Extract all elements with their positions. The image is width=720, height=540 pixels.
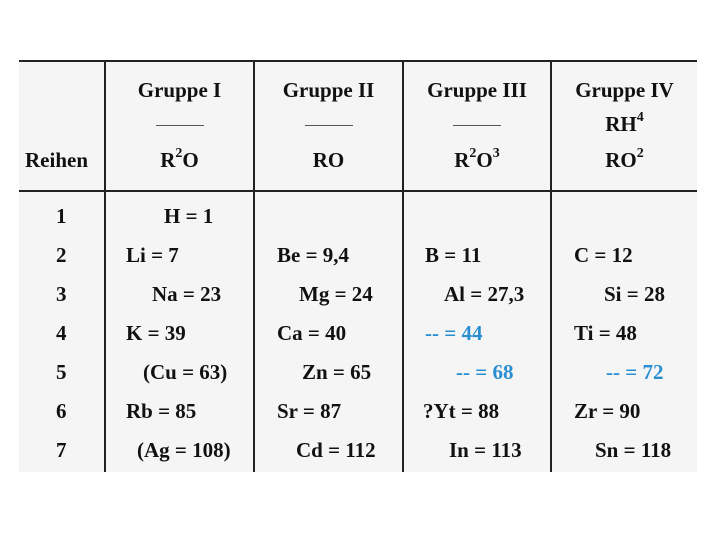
element-cell: Sr = 87 [277, 399, 342, 423]
element-cell: Si = 28 [604, 282, 665, 306]
row-number: 2 [56, 243, 67, 267]
oxide-formula-2: RO [312, 148, 345, 172]
group-header-4: Gruppe IV [575, 78, 674, 102]
element-cell: Zr = 90 [574, 399, 641, 423]
element-cell: Be = 9,4 [277, 243, 350, 267]
header-dash [453, 125, 501, 126]
row-label-header: Reihen [25, 148, 88, 172]
column-divider [104, 60, 106, 472]
element-cell: Cd = 112 [296, 438, 376, 462]
periodic-table [19, 60, 697, 472]
column-divider [253, 60, 255, 472]
row-number: 3 [56, 282, 67, 306]
element-cell: Sn = 118 [595, 438, 672, 462]
element-cell: Ca = 40 [277, 321, 347, 345]
header-dash [305, 125, 353, 126]
header-dash [156, 125, 204, 126]
element-cell: Al = 27,3 [444, 282, 525, 306]
element-cell: H = 1 [164, 204, 214, 228]
element-cell: In = 113 [449, 438, 522, 462]
element-cell: Zn = 65 [302, 360, 372, 384]
group-header-2: Gruppe II [282, 78, 375, 102]
header-divider [19, 190, 697, 192]
row-number: 6 [56, 399, 67, 423]
element-cell: Na = 23 [152, 282, 222, 306]
group-header-1: Gruppe I [137, 78, 222, 102]
predicted-element-cell: -- = 72 [606, 360, 664, 384]
table-top-border [19, 60, 697, 62]
predicted-element-cell: -- = 68 [456, 360, 514, 384]
element-cell: Li = 7 [126, 243, 179, 267]
element-cell: C = 12 [574, 243, 633, 267]
column-divider [402, 60, 404, 472]
row-number: 1 [56, 204, 67, 228]
oxide-formula-4: $RO^2$ [605, 146, 644, 172]
oxide-formula-3: $R^2O^3$ [454, 146, 500, 172]
element-cell: Rb = 85 [126, 399, 197, 423]
element-cell: Ti = 48 [574, 321, 637, 345]
element-cell: (Cu = 63) [143, 360, 228, 384]
group-header-3: Gruppe III [427, 78, 527, 102]
oxide-formula-1: $R^2O$ [160, 146, 199, 172]
element-cell: B = 11 [425, 243, 482, 267]
row-number: 7 [56, 438, 67, 462]
element-cell: Mg = 24 [299, 282, 373, 306]
row-number: 4 [56, 321, 67, 345]
predicted-element-cell: -- = 44 [425, 321, 483, 345]
element-cell: ?Yt = 88 [423, 399, 500, 423]
element-cell: K = 39 [126, 321, 186, 345]
element-cell: (Ag = 108) [137, 438, 231, 462]
hydride-formula-4: $RH^4$ [605, 110, 644, 136]
row-number: 5 [56, 360, 67, 384]
